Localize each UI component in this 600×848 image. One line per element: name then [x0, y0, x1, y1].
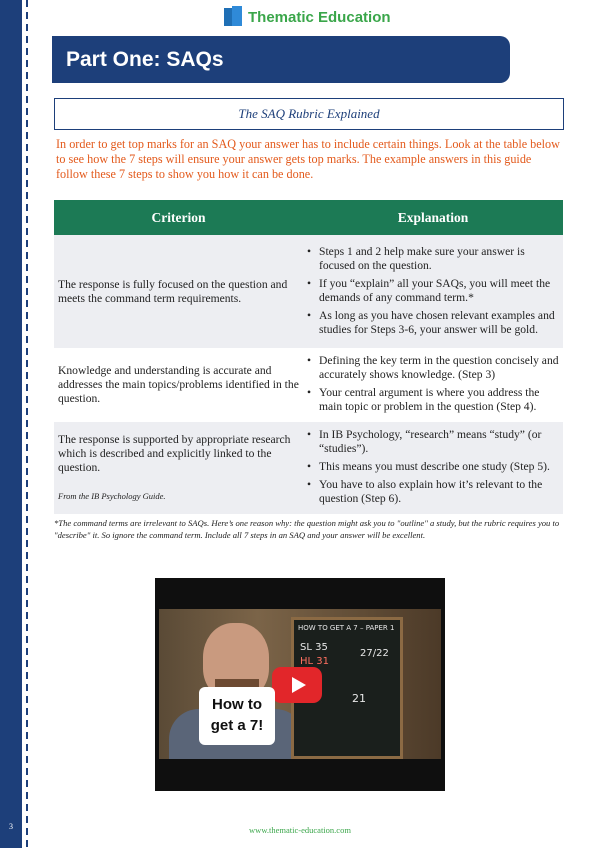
list-item: • In IB Psychology, “research” means “study” (or “studies”). [307, 428, 559, 456]
play-icon[interactable] [272, 667, 322, 703]
table-row [54, 348, 563, 422]
board-title: HOW TO GET A 7 – PAPER 1 [298, 624, 395, 632]
section-banner [52, 36, 510, 83]
intro-paragraph: In order to get top marks for an SAQ your answer has to include certain things. Look at the table below to see how the 7 steps will ensure your answer gets top marks. The example answers in this guide follow these 7 steps to show you how it can be done. [56, 137, 560, 181]
criterion-text: Knowledge and understanding is accurate and addresses the main topics/problems identified in the question. [58, 364, 299, 405]
explanation-list [307, 245, 559, 337]
book-logo-icon [224, 6, 242, 28]
brand-header [224, 6, 391, 28]
list-item: • If you “explain” all your SAQs, you will meet the demands of any command term.* [307, 277, 559, 305]
criterion-text: The response is supported by appropriate research which is described and explicitly linked to the question. [58, 433, 291, 474]
video-caption-card [199, 687, 275, 745]
caption-line-2: get a 7! [210, 717, 264, 734]
criterion-text: The response is fully focused on the question and meets the command term requirements. [58, 277, 288, 305]
footer-url[interactable]: www.thematic-education.com [249, 825, 351, 835]
page-number: 3 [9, 822, 13, 831]
sidebar-dashed-rule [26, 0, 28, 848]
table-row [54, 422, 563, 514]
source-citation: From the IB Psychology Guide. [58, 491, 166, 501]
section-title: Part One: SAQs [66, 47, 224, 71]
table-row [54, 235, 563, 348]
brand-name: Thematic Education [248, 8, 391, 26]
board-circled-number: 21 [352, 692, 366, 705]
explanation-list [307, 428, 559, 506]
explanation-cell [303, 235, 563, 348]
caption-line-1: How to [212, 696, 262, 713]
column-header-criterion: Criterion [54, 200, 303, 235]
criterion-cell [54, 235, 303, 348]
list-item: • Defining the key term in the question concisely and accurately shows knowledge. (Step 3) [307, 354, 559, 382]
explanation-cell [303, 422, 563, 514]
board-sl: SL 35 [300, 642, 328, 653]
list-item: • Your central argument is where you address the main topic or problem in the question (Step 4). [307, 386, 559, 414]
video-thumbnail[interactable] [159, 609, 441, 759]
board-hl: HL 31 [300, 656, 329, 667]
subtitle: The SAQ Rubric Explained [238, 106, 380, 121]
explanation-cell [303, 348, 563, 422]
left-sidebar-band [0, 0, 22, 848]
column-header-explanation: Explanation [303, 200, 563, 235]
subtitle-box [54, 98, 564, 130]
list-item: • You have to also explain how it’s relevant to the question (Step 6). [307, 478, 559, 506]
rubric-table [54, 200, 563, 514]
list-item: • As long as you have chosen relevant examples and studies for Steps 3-6, your answer will be gold. [307, 309, 559, 337]
video-player[interactable] [155, 578, 445, 791]
board-fraction: 27/22 [360, 648, 389, 659]
explanation-list [307, 354, 559, 414]
criterion-cell [54, 422, 303, 514]
table-header-row [54, 200, 563, 235]
list-item: • This means you must describe one study (Step 5). [307, 460, 559, 474]
list-item: • Steps 1 and 2 help make sure your answer is focused on the question. [307, 245, 559, 273]
footnote: *The command terms are irrelevant to SAQs. Here’s one reason why: the question might ask you to "outline" a study, but the rubric requires you to "describe" it. So ignore the command term. Include all 7 steps in an SAQ and your answer will be excellent. [54, 518, 560, 540]
criterion-cell [54, 348, 303, 422]
